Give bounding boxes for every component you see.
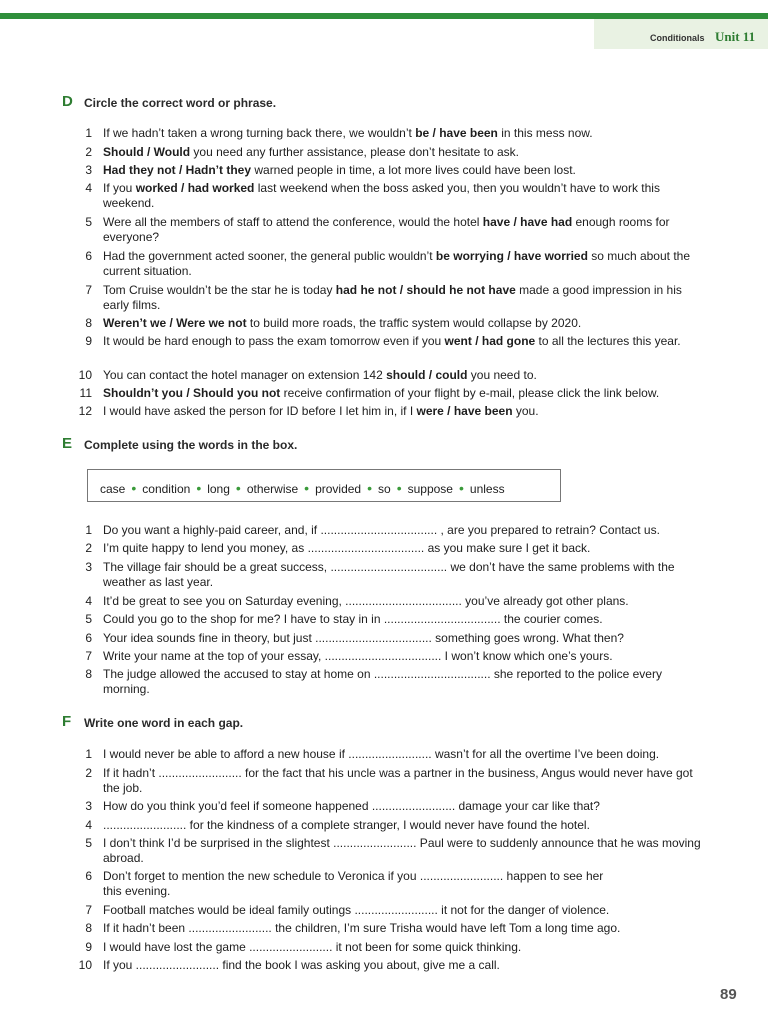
item-text bbox=[103, 163, 704, 178]
choice-options[interactable]: have / have had bbox=[482, 215, 573, 229]
choice-options[interactable]: Weren’t we / Were we not bbox=[103, 316, 247, 330]
choice-options[interactable]: should / could bbox=[386, 368, 468, 382]
item-text bbox=[103, 612, 704, 627]
e-item bbox=[70, 594, 704, 609]
item-text bbox=[103, 921, 704, 936]
word-box-word: unless bbox=[469, 482, 505, 496]
choice-options[interactable]: Had they not / Hadn’t they bbox=[103, 163, 252, 177]
word-separator: • bbox=[458, 480, 464, 496]
item-number: 3 bbox=[85, 560, 92, 574]
item-text bbox=[103, 386, 704, 401]
item-number: 1 bbox=[85, 747, 92, 761]
item-text bbox=[103, 958, 704, 973]
item-text bbox=[103, 283, 704, 312]
word-separator: • bbox=[396, 480, 402, 496]
e-item bbox=[70, 541, 704, 556]
item-text bbox=[103, 404, 704, 419]
item-number: 6 bbox=[85, 249, 92, 263]
item-text-part: It’d be great to see you on Saturday evening, ................................... you’ve already got other plans. bbox=[103, 594, 629, 608]
item-text-part: I don’t think I’d be surprised in the slightest ......................... Paul were to suddenly announce that he was moving abroad. bbox=[103, 836, 704, 865]
item-text bbox=[103, 594, 704, 609]
item-number: 8 bbox=[85, 921, 92, 935]
item-text-part: If you ......................... find the book I was asking you about, give me a call. bbox=[103, 958, 500, 972]
item-text-part: Were all the members of staff to attend the conference, would the hotel bbox=[103, 215, 483, 229]
unit-label: Unit 11 bbox=[715, 29, 756, 44]
item-number: 4 bbox=[85, 181, 92, 195]
item-text-part: I would never be able to afford a new house if ......................... wasn’t for all the overtime I’ve been doing. bbox=[103, 747, 660, 761]
choice-options[interactable]: worked / had worked bbox=[135, 181, 255, 195]
d-item bbox=[70, 181, 704, 210]
item-text-part: You can contact the hotel manager on extension 142 bbox=[103, 368, 387, 382]
word-box-word: suppose bbox=[407, 482, 453, 496]
item-text-part: Football matches would be ideal family outings ......................... it not for the danger of violence. bbox=[103, 903, 610, 917]
item-number: 7 bbox=[85, 903, 92, 917]
item-number: 4 bbox=[85, 594, 92, 608]
f-item bbox=[70, 940, 704, 955]
item-number: 1 bbox=[85, 523, 92, 537]
item-text bbox=[103, 316, 704, 331]
item-text-part: How do you think you’d feel if someone happened ......................... damage your car like that? bbox=[103, 799, 600, 813]
e-item bbox=[70, 631, 704, 646]
item-text-part: in this mess now. bbox=[497, 126, 593, 140]
item-text-part: It would be hard enough to pass the exam tomorrow even if you bbox=[103, 334, 445, 348]
item-text bbox=[103, 368, 704, 383]
choice-options[interactable]: Shouldn’t you / Should you not bbox=[103, 386, 281, 400]
word-box-word: otherwise bbox=[246, 482, 299, 496]
item-number: 5 bbox=[85, 612, 92, 626]
d-item bbox=[70, 334, 704, 349]
item-text bbox=[103, 541, 704, 556]
d-item bbox=[70, 163, 704, 178]
item-text-part: Had the government acted sooner, the general public wouldn’t bbox=[103, 249, 436, 263]
item-number: 2 bbox=[85, 766, 92, 780]
d-item bbox=[70, 404, 704, 419]
e-item bbox=[70, 612, 704, 627]
item-number: 8 bbox=[85, 316, 92, 330]
item-text-part: enough rooms for everyone? bbox=[103, 215, 673, 244]
item-text bbox=[103, 145, 704, 160]
item-text-part: I would have asked the person for ID before I let him in, if I bbox=[103, 404, 417, 418]
word-separator: • bbox=[235, 480, 241, 496]
word-box-word: condition bbox=[142, 482, 191, 496]
item-number: 6 bbox=[85, 869, 92, 883]
item-text bbox=[103, 940, 704, 955]
f-item bbox=[70, 799, 704, 814]
d-item bbox=[70, 145, 704, 160]
e-item bbox=[70, 523, 704, 538]
item-text-part: If you bbox=[103, 181, 136, 195]
item-text-part: Tom Cruise wouldn’t be the star he is today bbox=[103, 283, 336, 297]
item-text-part: warned people in time, a lot more lives could have been lost. bbox=[251, 163, 576, 177]
item-text bbox=[103, 334, 704, 349]
word-box-words bbox=[100, 480, 505, 496]
item-text bbox=[103, 126, 704, 141]
item-text bbox=[103, 215, 704, 244]
item-text-part: The village fair should be a great success, ................................... we don’t have the same problems with the weather as last year. bbox=[103, 560, 678, 589]
choice-options[interactable]: had he not / should he not have bbox=[335, 283, 516, 297]
item-text-part: Write your name at the top of your essay, ................................... I won’t know which one’s yours. bbox=[103, 649, 613, 663]
item-number: 7 bbox=[85, 283, 92, 297]
item-text-part: Could you go to the shop for me? I have to stay in in ................................... the courier comes. bbox=[103, 612, 603, 626]
item-text-part: you need to. bbox=[467, 368, 537, 382]
item-text-part: Do you want a highly-paid career, and, if ................................... , are you prepared to retrain? Contact us. bbox=[103, 523, 660, 537]
d-item bbox=[70, 283, 704, 312]
item-text-part: If it hadn’t ......................... for the fact that his uncle was a partner in the business, Angus would never have got the job. bbox=[103, 766, 696, 795]
chapter-title: Conditionals bbox=[650, 33, 705, 43]
item-text bbox=[103, 667, 704, 696]
item-text bbox=[103, 560, 704, 589]
item-text-part: you. bbox=[512, 404, 539, 418]
choice-options[interactable]: were / have been bbox=[416, 404, 513, 418]
page-number: 89 bbox=[720, 986, 737, 1003]
item-text-part: Your idea sounds fine in theory, but just ................................... something goes wrong. What then? bbox=[103, 631, 624, 645]
item-text-part: The judge allowed the accused to stay at home on ................................... she reported to the police every morning. bbox=[103, 667, 666, 696]
choice-options[interactable]: Should / Would bbox=[103, 145, 191, 159]
d-item bbox=[70, 249, 704, 278]
e-item bbox=[70, 667, 704, 696]
item-text bbox=[103, 836, 704, 865]
f-item bbox=[70, 818, 704, 833]
word-box-word: provided bbox=[315, 482, 362, 496]
item-text bbox=[103, 799, 704, 814]
item-number: 9 bbox=[85, 334, 92, 348]
item-number: 5 bbox=[85, 215, 92, 229]
item-text-part: to build more roads, the traffic system would collapse by 2020. bbox=[246, 316, 582, 330]
item-number: 1 bbox=[85, 126, 92, 140]
word-box-word: so bbox=[378, 482, 391, 496]
d-item bbox=[70, 368, 704, 383]
item-text bbox=[103, 523, 704, 538]
word-separator: • bbox=[196, 480, 202, 496]
item-text-part: made a good impression in his early films. bbox=[103, 283, 686, 312]
item-number: 7 bbox=[85, 649, 92, 663]
item-text bbox=[103, 903, 704, 918]
section-e-letter: E bbox=[62, 435, 73, 452]
f-item bbox=[70, 921, 704, 936]
item-number: 4 bbox=[85, 818, 92, 832]
item-text-part: so much about the current situation. bbox=[103, 249, 694, 278]
e-item bbox=[70, 649, 704, 664]
item-text-part: receive confirmation of your flight by e-mail, please click the link below. bbox=[280, 386, 660, 400]
choice-options[interactable]: be worrying / have worried bbox=[435, 249, 588, 263]
item-number: 3 bbox=[85, 799, 92, 813]
section-d-title: Circle the correct word or phrase. bbox=[84, 96, 277, 110]
section-e-title: Complete using the words in the box. bbox=[84, 438, 298, 452]
f-item bbox=[70, 836, 704, 865]
item-text-part: If it hadn’t been ......................... the children, I’m sure Trisha would have left Tom a long time ago. bbox=[103, 921, 621, 935]
item-text bbox=[103, 869, 704, 898]
item-text-part: Don’t forget to mention the new schedule to Veronica if you ......................... happen to see her this evening. bbox=[103, 869, 604, 898]
item-number: 10 bbox=[78, 958, 92, 972]
section-f-letter: F bbox=[62, 713, 72, 730]
item-number: 10 bbox=[78, 368, 92, 382]
item-text bbox=[103, 249, 704, 278]
d-item bbox=[70, 316, 704, 331]
word-separator: • bbox=[131, 480, 137, 496]
item-number: 6 bbox=[85, 631, 92, 645]
f-item bbox=[70, 958, 704, 973]
item-text bbox=[103, 649, 704, 664]
item-text-part: you need any further assistance, please don’t hesitate to ask. bbox=[190, 145, 519, 159]
d-item bbox=[70, 126, 704, 141]
item-text bbox=[103, 747, 704, 762]
f-item bbox=[70, 766, 704, 795]
d-item bbox=[70, 386, 704, 401]
d-item bbox=[70, 215, 704, 244]
item-number: 2 bbox=[85, 541, 92, 555]
item-number: 9 bbox=[85, 940, 92, 954]
item-text bbox=[103, 181, 704, 210]
item-text-part: ......................... for the kindness of a complete stranger, I would never have found the hotel. bbox=[103, 818, 590, 832]
choice-options[interactable]: be / have been bbox=[415, 126, 498, 140]
word-box bbox=[87, 469, 561, 502]
section-d-letter: D bbox=[62, 93, 73, 110]
word-separator: • bbox=[304, 480, 310, 496]
item-text-part: to all the lectures this year. bbox=[535, 334, 681, 348]
item-number: 3 bbox=[85, 163, 92, 177]
choice-options[interactable]: went / had gone bbox=[444, 334, 536, 348]
item-number: 8 bbox=[85, 667, 92, 681]
f-item bbox=[70, 747, 704, 762]
word-box-word: long bbox=[207, 482, 230, 496]
item-number: 2 bbox=[85, 145, 92, 159]
word-separator: • bbox=[367, 480, 373, 496]
e-item bbox=[70, 560, 704, 589]
f-item bbox=[70, 903, 704, 918]
item-text bbox=[103, 766, 704, 795]
item-text-part: If we hadn’t taken a wrong turning back there, we wouldn’t bbox=[103, 126, 416, 140]
f-item bbox=[70, 869, 704, 898]
item-text bbox=[103, 818, 704, 833]
word-box-word: case bbox=[100, 482, 126, 496]
item-text-part: last weekend when the boss asked you, then you wouldn’t have to work this weekend. bbox=[103, 181, 664, 210]
item-text-part: I would have lost the game ......................... it not been for some quick thinking. bbox=[103, 940, 522, 954]
item-number: 11 bbox=[79, 386, 92, 400]
item-text bbox=[103, 631, 704, 646]
item-number: 12 bbox=[78, 404, 92, 418]
section-f-title: Write one word in each gap. bbox=[84, 716, 244, 730]
item-number: 5 bbox=[85, 836, 92, 850]
item-text-part: I’m quite happy to lend you money, as ................................... as you make sure I get it back. bbox=[103, 541, 591, 555]
